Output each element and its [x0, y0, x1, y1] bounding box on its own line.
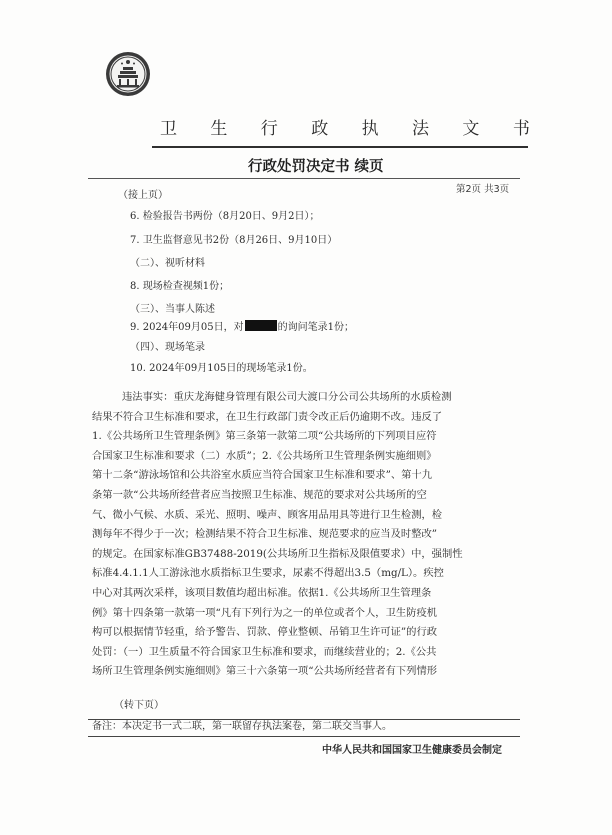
paragraph-line: 违法事实：重庆龙海健身管理有限公司大渡口分公司公共场所的水质检测 — [122, 391, 452, 403]
paragraph-line: 中心对其两次采样，该项目数值均超出标准。依据1.《公共场所卫生管理条 — [92, 586, 432, 599]
evidence-line-text: 的询问笔录1份； — [277, 322, 354, 333]
document-category-title: 卫 生 行 政 执 法 文 书 — [160, 119, 544, 139]
continued-to-label: （转下页） — [114, 700, 164, 711]
paragraph-line: 条第一款“公共场所经营者应当按照卫生标准、规范的要求对公共场所的空 — [92, 488, 427, 501]
evidence-line: 10. 2024年09月105日的现场笔录1份。 — [130, 363, 313, 374]
note-divider-bottom — [88, 736, 520, 737]
paragraph-line: 第十二条“游泳场馆和公共浴室水质应当符合国家卫生标准和要求”、第十九 — [92, 469, 433, 482]
paragraph-line: 合国家卫生标准和要求（二）水质”；2.《公共场所卫生管理条例实施细则》 — [92, 449, 437, 462]
paragraph-line: 的规定。在国家标准GB37488-2019(公共场所卫生指标及限值要求）中，强制性 — [92, 547, 463, 560]
paragraph-line: 例》第十四条第一款第一项“凡有下列行为之一的单位或者个人，卫生防疫机 — [92, 606, 438, 619]
paragraph-line: 1.《公共场所卫生管理条例》第三条第一款第二项“公共场所的下列项目应符 — [92, 430, 437, 443]
remarks-note: 备注：本决定书一式二联，第一联留存执法案卷，第二联交当事人。 — [92, 721, 392, 732]
title-divider — [88, 178, 520, 179]
issuing-authority-footer: 中华人民共和国国家卫生健康委员会制定 — [322, 745, 502, 756]
paragraph-line: 结果不符合卫生标准和要求，在卫生行政部门责令改正后仍逾期不改。违反了 — [92, 410, 443, 423]
evidence-line: 8. 现场检查视频1份； — [130, 281, 230, 292]
paragraph-line: 气、微小气候、水质、采光、照明、噪声、顾客用品用具等进行卫生检测，检 — [92, 508, 443, 521]
paragraph-line: 场所卫生管理条例实施细则》第三十六条第一项“公共场所经营者有下列情形 — [92, 665, 438, 678]
evidence-section-heading: （二）、视听材料 — [130, 258, 205, 269]
paragraph-line: 测每年不得少于一次；检测结果不符合卫生标准、规范要求的应当及时整改” — [92, 528, 438, 541]
paragraph-line: 处罚：（一）卫生质量不符合国家卫生标准和要求，而继续营业的；2.《公共 — [92, 645, 437, 658]
paragraph-line: 标准4.4.1.1人工游泳池水质指标卫生要求，尿素不得超出3.5（mg/L）。疾控 — [92, 567, 444, 580]
document-title: 行政处罚决定书 续页 — [248, 159, 384, 175]
violation-facts-paragraph — [92, 388, 512, 682]
header-divider — [152, 146, 528, 148]
evidence-section-heading: （四）、现场笔录 — [130, 342, 205, 353]
evidence-line-text: 9. 2024年09月05日，对 — [130, 322, 244, 333]
evidence-section-heading: （三）、当事人陈述 — [130, 304, 215, 315]
evidence-line: 6. 检验报告书两份（8月20日、9月2日）； — [130, 211, 320, 222]
evidence-line: 7. 卫生监督意见书2份（8月26日、9月10日） — [130, 235, 338, 246]
national-emblem-seal — [105, 51, 151, 97]
evidence-line-interview — [130, 320, 354, 335]
page-number: 第2页 共3页 — [456, 184, 510, 195]
continued-from-label: （接上页） — [118, 190, 168, 201]
redacted-name-block — [245, 320, 277, 331]
paragraph-line: 构可以根据情节轻重，给予警告、罚款、停业整顿、吊销卫生许可证”的行政 — [92, 626, 438, 639]
